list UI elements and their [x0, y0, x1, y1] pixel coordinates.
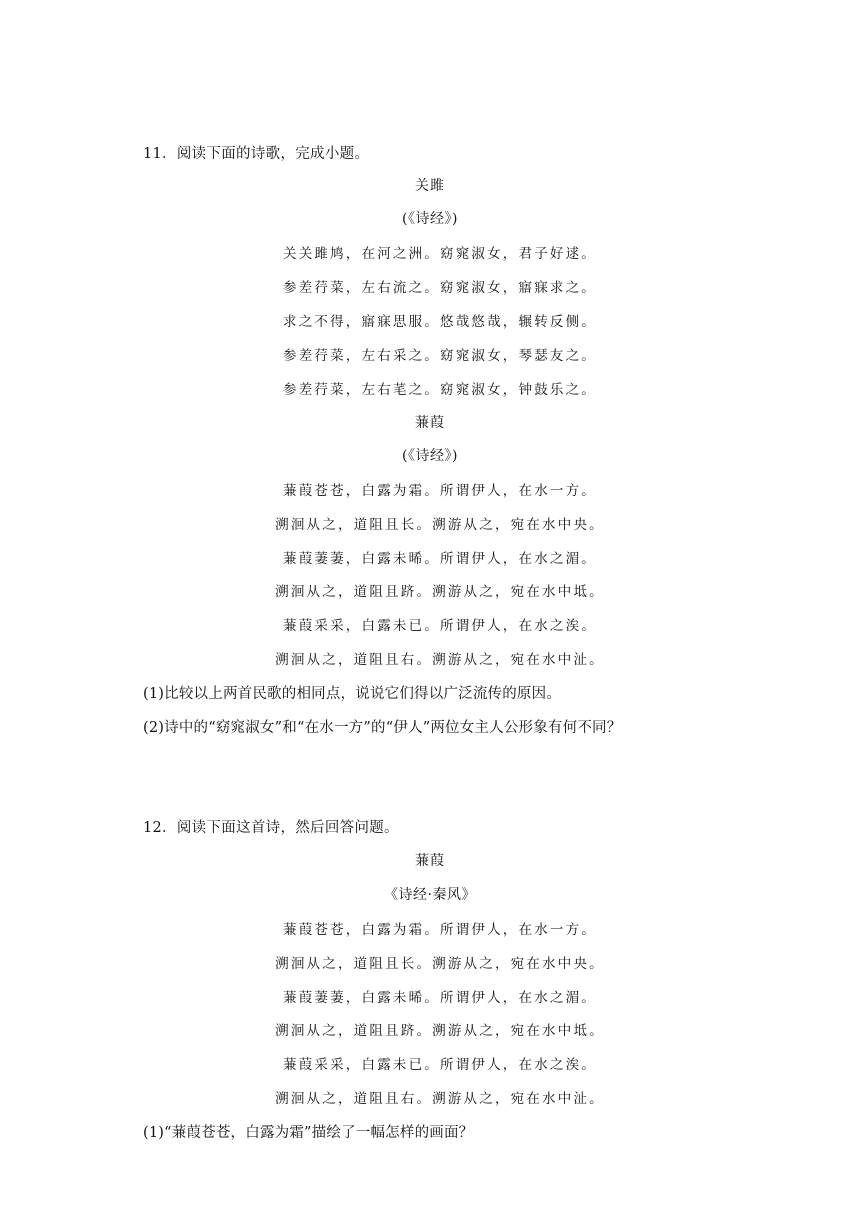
poem-line: 溯洄从之，道阻且右。溯游从之，宛在水中沚。	[275, 652, 605, 668]
poem-line: 参差荇菜，左右采之。窈窕淑女，琴瑟友之。	[283, 348, 597, 364]
poem-title-guanju: 关雎	[415, 178, 445, 194]
poem-source-guanju: (《诗经》)	[402, 211, 458, 227]
poem-line: 蒹葭苍苍，白露为霜。所谓伊人，在水一方。	[283, 483, 597, 499]
question-11-title: 11．阅读下面的诗歌，完成小题。	[143, 146, 370, 162]
poem-line: 参差荇菜，左右流之。窈窕淑女，寤寐求之。	[283, 280, 597, 296]
poem-source-qinfeng: 《诗经·秦风》	[384, 887, 476, 903]
poem-line: 参差荇菜，左右芼之。窈窕淑女，钟鼓乐之。	[283, 382, 597, 398]
sub-question: (1)“蒹葭苍苍，白露为霜”描绘了一幅怎样的画面？	[143, 1125, 474, 1141]
poem-line: 溯洄从之，道阻且右。溯游从之，宛在水中沚。	[275, 1091, 605, 1107]
poem-line: 蒹葭采采，白露未已。所谓伊人，在水之涘。	[283, 1057, 597, 1073]
poem-line: 蒹葭苍苍，白露为霜。所谓伊人，在水一方。	[283, 922, 597, 938]
sub-question: (1)比较以上两首民歌的相同点，说说它们得以广泛流传的原因。	[143, 686, 562, 702]
poem-line: 关关雎鸠，在河之洲。窈窕淑女，君子好逑。	[283, 246, 597, 262]
poem-source-jianjia: (《诗经》)	[402, 448, 458, 464]
question-12-title: 12．阅读下面这首诗，然后回答问题。	[143, 820, 399, 836]
poem-title-jianjia: 蒹葭	[415, 415, 445, 431]
poem-line: 蒹葭萋萋，白露未晞。所谓伊人，在水之湄。	[283, 551, 597, 567]
poem-title-jianjia: 蒹葭	[415, 853, 445, 869]
poem-line: 溯洄从之，道阻且跻。溯游从之，宛在水中坻。	[275, 1023, 605, 1039]
sub-question: (2)诗中的“窈窕淑女”和“在水一方”的“伊人”两位女主人公形象有何不同？	[143, 720, 622, 736]
poem-line: 蒹葭萋萋，白露未晞。所谓伊人，在水之湄。	[283, 990, 597, 1006]
poem-line: 蒹葭采采，白露未已。所谓伊人，在水之涘。	[283, 618, 597, 634]
poem-line: 求之不得，寤寐思服。悠哉悠哉，辗转反侧。	[283, 314, 597, 330]
poem-line: 溯洄从之，道阻且长。溯游从之，宛在水中央。	[275, 956, 605, 972]
poem-line: 溯洄从之，道阻且长。溯游从之，宛在水中央。	[275, 517, 605, 533]
poem-line: 溯洄从之，道阻且跻。溯游从之，宛在水中坻。	[275, 584, 605, 600]
